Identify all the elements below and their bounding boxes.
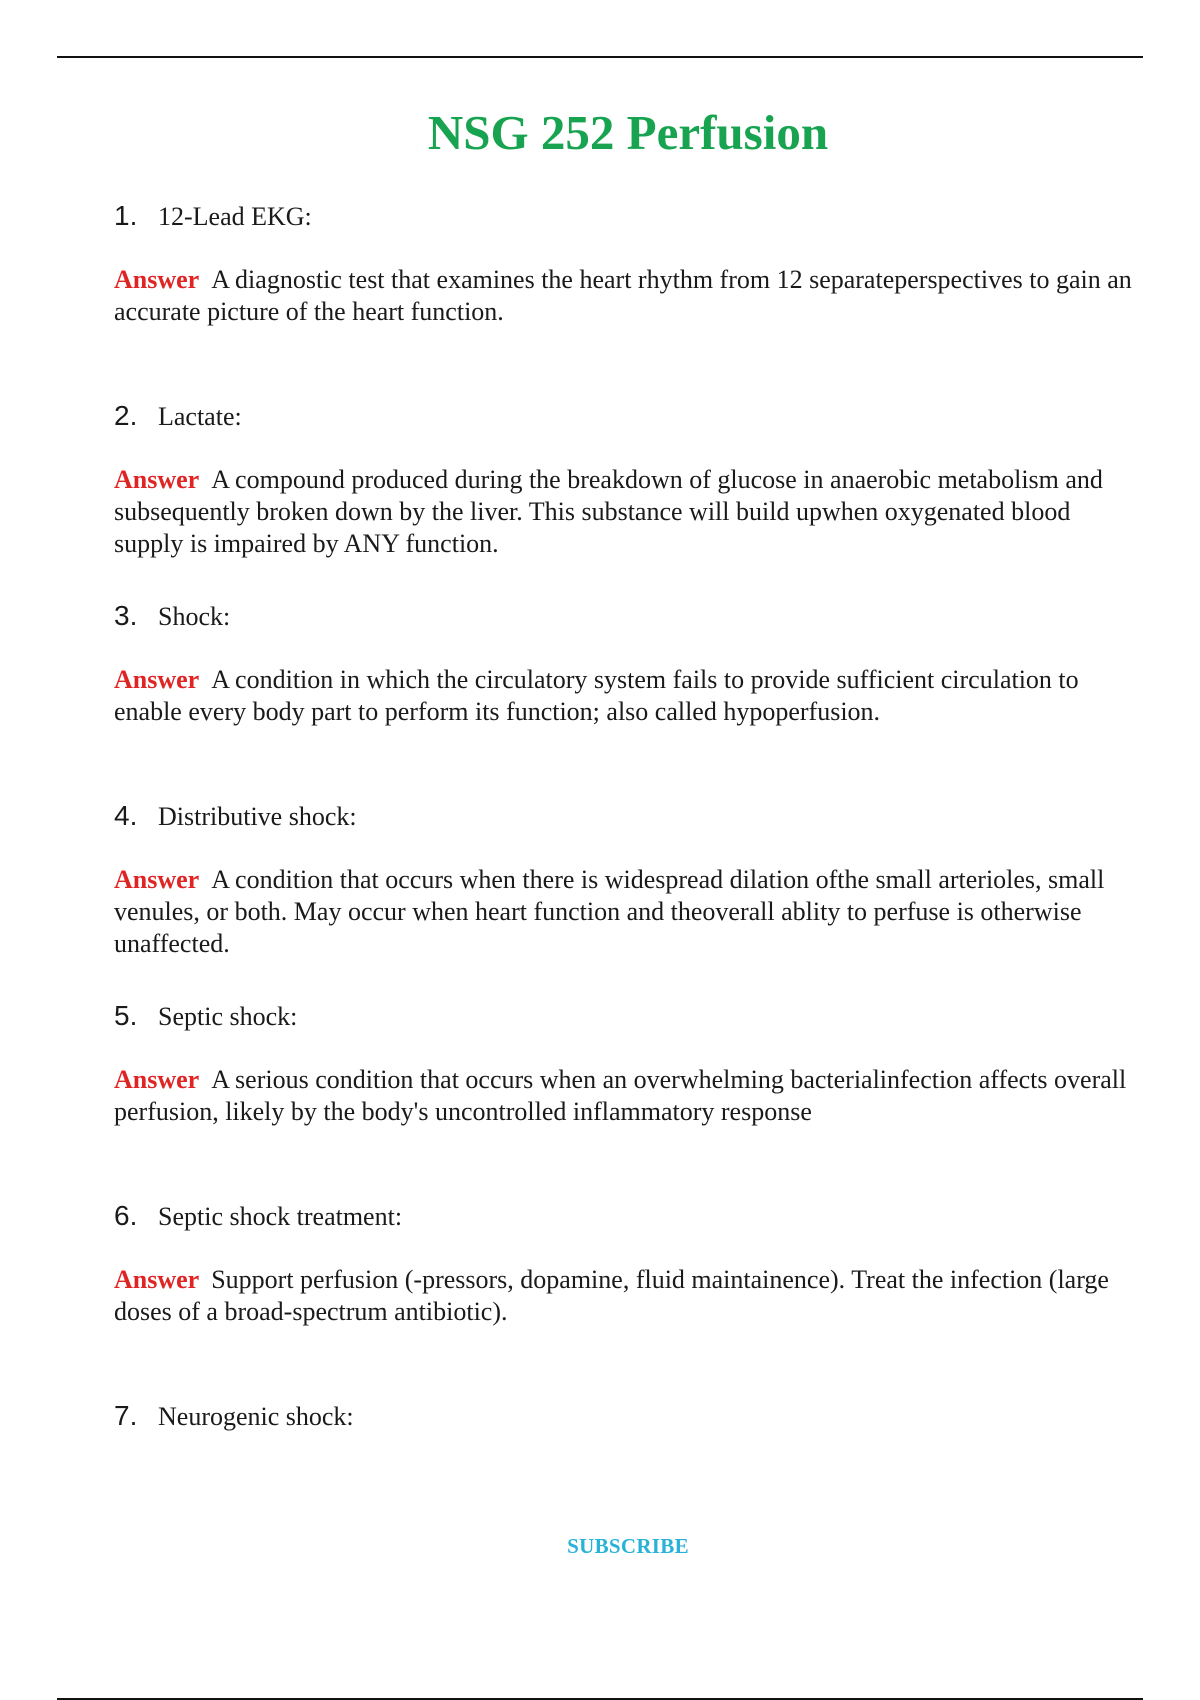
question-heading <box>114 398 1144 434</box>
question-term: Septic shock treatment: <box>158 1202 403 1231</box>
question-term: Septic shock: <box>158 1002 298 1031</box>
question-item-3 <box>114 598 1144 798</box>
answer-text <box>114 264 1144 328</box>
question-number: 1. <box>114 200 138 231</box>
question-number: 5. <box>114 1000 138 1031</box>
question-item-1 <box>114 198 1144 398</box>
top-rule <box>57 56 1143 58</box>
answer-body: Support perfusion (-pressors, dopamine, fluid maintainence). Treat the infection (large doses of a broad-spectrum antibiotic). <box>114 1265 1109 1327</box>
document-title: NSG 252 Perfusion <box>427 105 829 160</box>
question-heading <box>114 198 1144 234</box>
question-term: Lactate: <box>158 402 242 431</box>
question-item-2 <box>114 398 1144 598</box>
answer-body: A condition that occurs when there is widespread dilation ofthe small arterioles, small venules, or both. May occur when heart function and theoverall ablity to perfuse is otherwise unaffected. <box>114 865 1105 959</box>
question-item-4 <box>114 798 1144 998</box>
answer-text <box>114 664 1144 728</box>
answer-text <box>114 1264 1144 1328</box>
answer-label: Answer <box>114 265 200 295</box>
question-number: 3. <box>114 600 138 631</box>
answer-body: A diagnostic test that examines the heart rhythm from 12 separateperspectives to gain an accurate picture of the heart function. <box>114 265 1132 327</box>
question-term: Shock: <box>158 602 231 631</box>
answer-text <box>114 864 1144 960</box>
question-number: 2. <box>114 400 138 431</box>
answer-label: Answer <box>114 665 200 695</box>
answer-body: A compound produced during the breakdown of glucose in anaerobic metabolism and subsequently broken down by the liver. This substance will build upwhen oxygenated blood supply is impaired by ANY function. <box>114 465 1103 559</box>
question-term: Distributive shock: <box>158 802 357 831</box>
answer-body: A serious condition that occurs when an overwhelming bacterialinfection affects overall perfusion, likely by the body's uncontrolled inflammatory response <box>114 1065 1127 1127</box>
question-item-6 <box>114 1198 1144 1398</box>
question-heading <box>114 598 1144 634</box>
question-number: 6. <box>114 1200 138 1231</box>
question-term: 12-Lead EKG: <box>158 202 312 231</box>
subscribe-link[interactable]: SUBSCRIBE <box>567 1534 689 1558</box>
answer-label: Answer <box>114 1265 200 1295</box>
question-number: 7. <box>114 1400 138 1431</box>
answer-label: Answer <box>114 1065 200 1095</box>
question-number: 4. <box>114 800 138 831</box>
question-item-5 <box>114 998 1144 1198</box>
answer-body: A condition in which the circulatory system fails to provide sufficient circulation to enable every body part to perform its function; also called hypoperfusion. <box>114 665 1079 727</box>
answer-text <box>114 464 1144 560</box>
answer-text <box>114 1064 1144 1128</box>
answer-label: Answer <box>114 465 200 495</box>
question-heading <box>114 1398 1144 1434</box>
question-heading <box>114 798 1144 834</box>
answer-label: Answer <box>114 865 200 895</box>
question-item-7 <box>114 1398 1144 1598</box>
question-term: Neurogenic shock: <box>158 1402 354 1431</box>
question-list <box>114 198 1144 1598</box>
question-heading <box>114 1198 1144 1234</box>
question-heading <box>114 998 1144 1034</box>
